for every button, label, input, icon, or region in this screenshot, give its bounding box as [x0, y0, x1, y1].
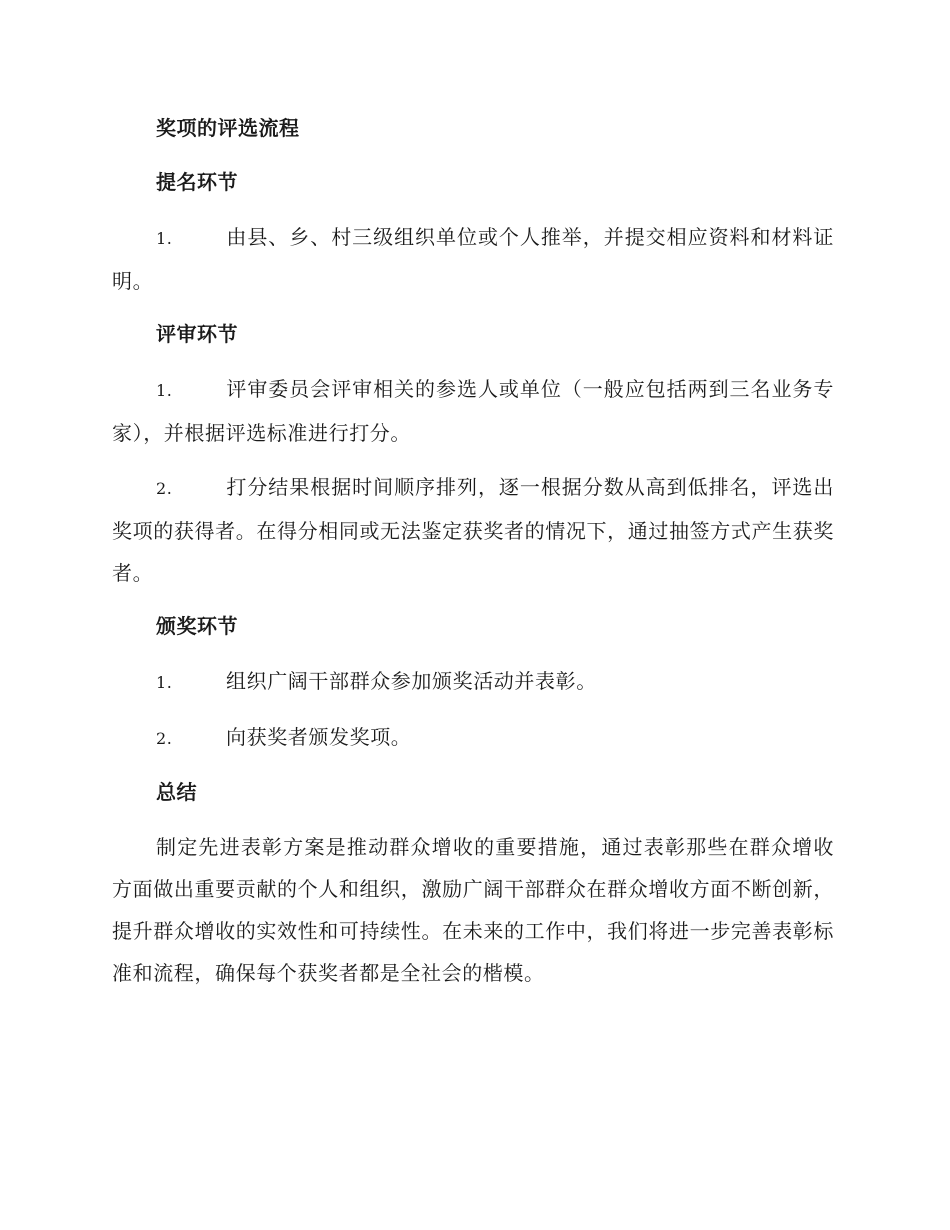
section-heading-award: 颁奖环节 [156, 614, 238, 638]
list-item [112, 716, 834, 760]
list-item [112, 466, 834, 594]
list-item-text: 打分结果根据时间顺序排列，逐一根据分数从高到低排名，评选出奖项的获得者。在得分相同或无法鉴定获奖者的情况下，通过抽签方式产生获奖者。 [112, 475, 834, 585]
list-item-text: 评审委员会评审相关的参选人或单位（一般应包括两到三名业务专家），并根据评选标准进行打分。 [112, 377, 834, 445]
section-heading-review: 评审环节 [156, 322, 238, 346]
section-heading-nomination: 提名环节 [156, 170, 238, 194]
list-item-number: 1. [156, 381, 173, 400]
list-item-text: 组织广阔干部群众参加颁奖活动并表彰。 [226, 669, 597, 693]
list-item-text: 向获奖者颁发奖项。 [226, 725, 412, 749]
list-item [112, 660, 834, 704]
list-item-number: 1. [156, 229, 173, 248]
list-item-number: 2. [156, 729, 173, 748]
list-item-text: 由县、乡、村三级组织单位或个人推举，并提交相应资料和材料证明。 [112, 225, 834, 293]
document-title: 奖项的评选流程 [156, 116, 300, 140]
section-heading-summary: 总结 [156, 780, 197, 804]
list-item-number: 2. [156, 479, 173, 498]
list-item [112, 216, 834, 302]
list-item-number: 1. [156, 673, 173, 692]
summary-paragraph: 制定先进表彰方案是推动群众增收的重要措施，通过表彰那些在群众增收方面做出重要贡献的个人和组织，激励广阔干部群众在群众增收方面不断创新，提升群众增收的实效性和可持续性。在未来的工作中，我们将进一步完善表彰标准和流程，确保每个获奖者都是全社会的楷模。 [112, 835, 834, 985]
list-item [112, 368, 834, 454]
document-content [112, 108, 834, 1006]
